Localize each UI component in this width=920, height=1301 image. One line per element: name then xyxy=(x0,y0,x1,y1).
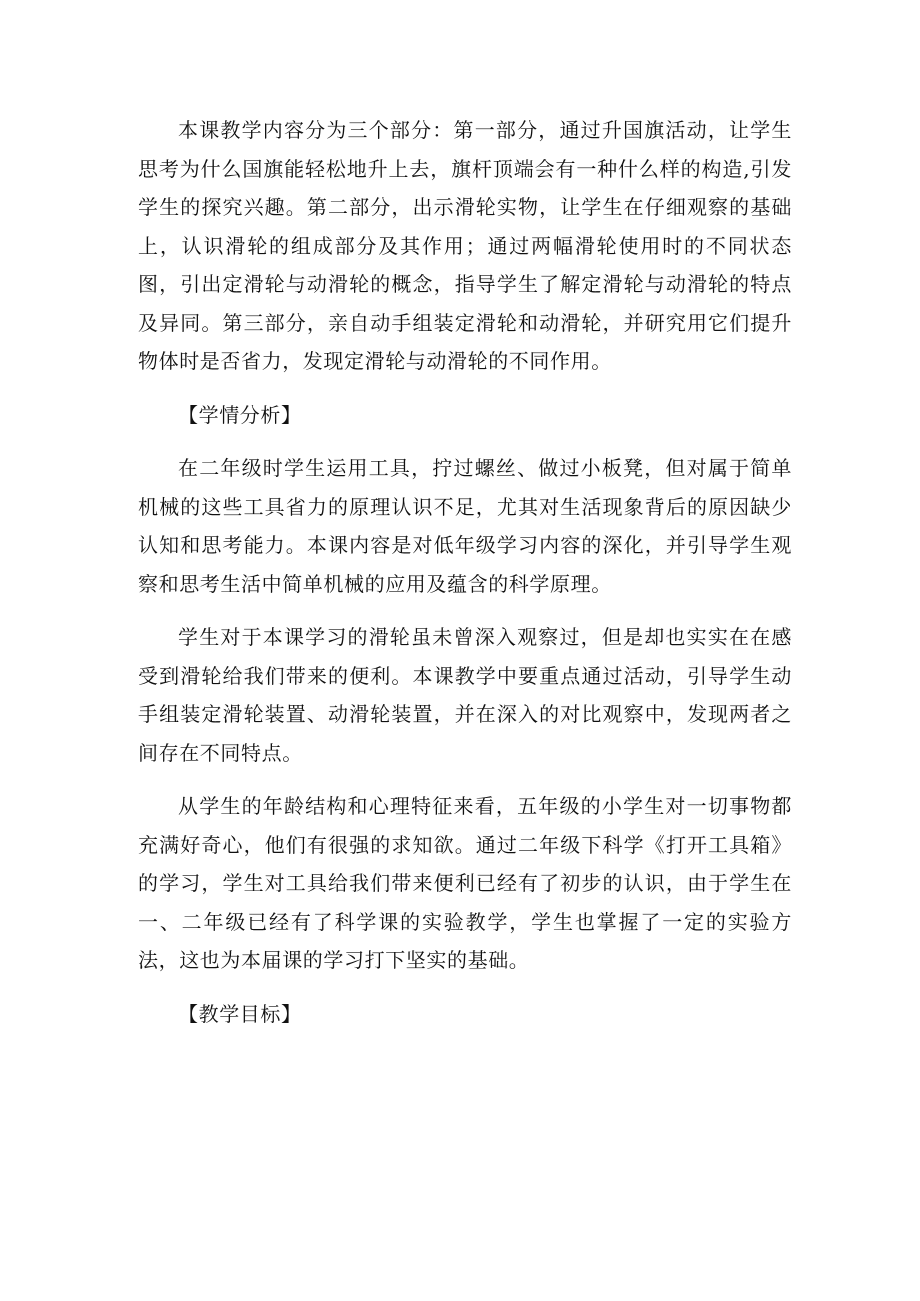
paragraph-learning-analysis-3: 从学生的年龄结构和心理特征来看，五年级的小学生对一切事物都充满好奇心，他们有很强的求知欲。通过二年级下科学《打开工具箱》的学习，学生对工具给我们带来便利已经有了初步的认识，由于学生在一、二年级已经有了科学课的实验教学，学生也掌握了一定的实验方法，这也为本届课的学习打下坚实的基础。 xyxy=(138,794,792,972)
section-heading-learning-analysis: 【学情分析】 xyxy=(178,402,302,427)
section-heading-teaching-goals: 【教学目标】 xyxy=(178,1001,302,1026)
paragraph-learning-analysis-1: 在二年级时学生运用工具，拧过螺丝、做过小板凳，但对属于简单机械的这些工具省力的原理认识不足，尤其对生活现象背后的原因缺少认知和思考能力。本课内容是对低年级学习内容的深化，并引导学生观察和思考生活中简单机械的应用及蕴含的科学原理。 xyxy=(138,456,792,596)
document-page xyxy=(138,111,792,1033)
paragraph-learning-analysis-2: 学生对于本课学习的滑轮虽未曾深入观察过，但是却也实实在在感受到滑轮给我们带来的便利。本课教学中要重点通过活动，引导学生动手组装定滑轮装置、动滑轮装置，并在深入的对比观察中，发现两者之间存在不同特点。 xyxy=(138,625,792,765)
paragraph-content-overview: 本课教学内容分为三个部分：第一部分，通过升国旗活动，让学生思考为什么国旗能轻松地升上去，旗杆顶端会有一种什么样的构造,引发学生的探究兴趣。第二部分，出示滑轮实物，让学生在仔细观察的基础上，认识滑轮的组成部分及其作用；通过两幅滑轮使用时的不同状态图，引出定滑轮与动滑轮的概念，指导学生了解定滑轮与动滑轮的特点及异同。第三部分，亲自动手组装定滑轮和动滑轮，并研究用它们提升物体时是否省力，发现定滑轮与动滑轮的不同作用。 xyxy=(138,118,792,373)
